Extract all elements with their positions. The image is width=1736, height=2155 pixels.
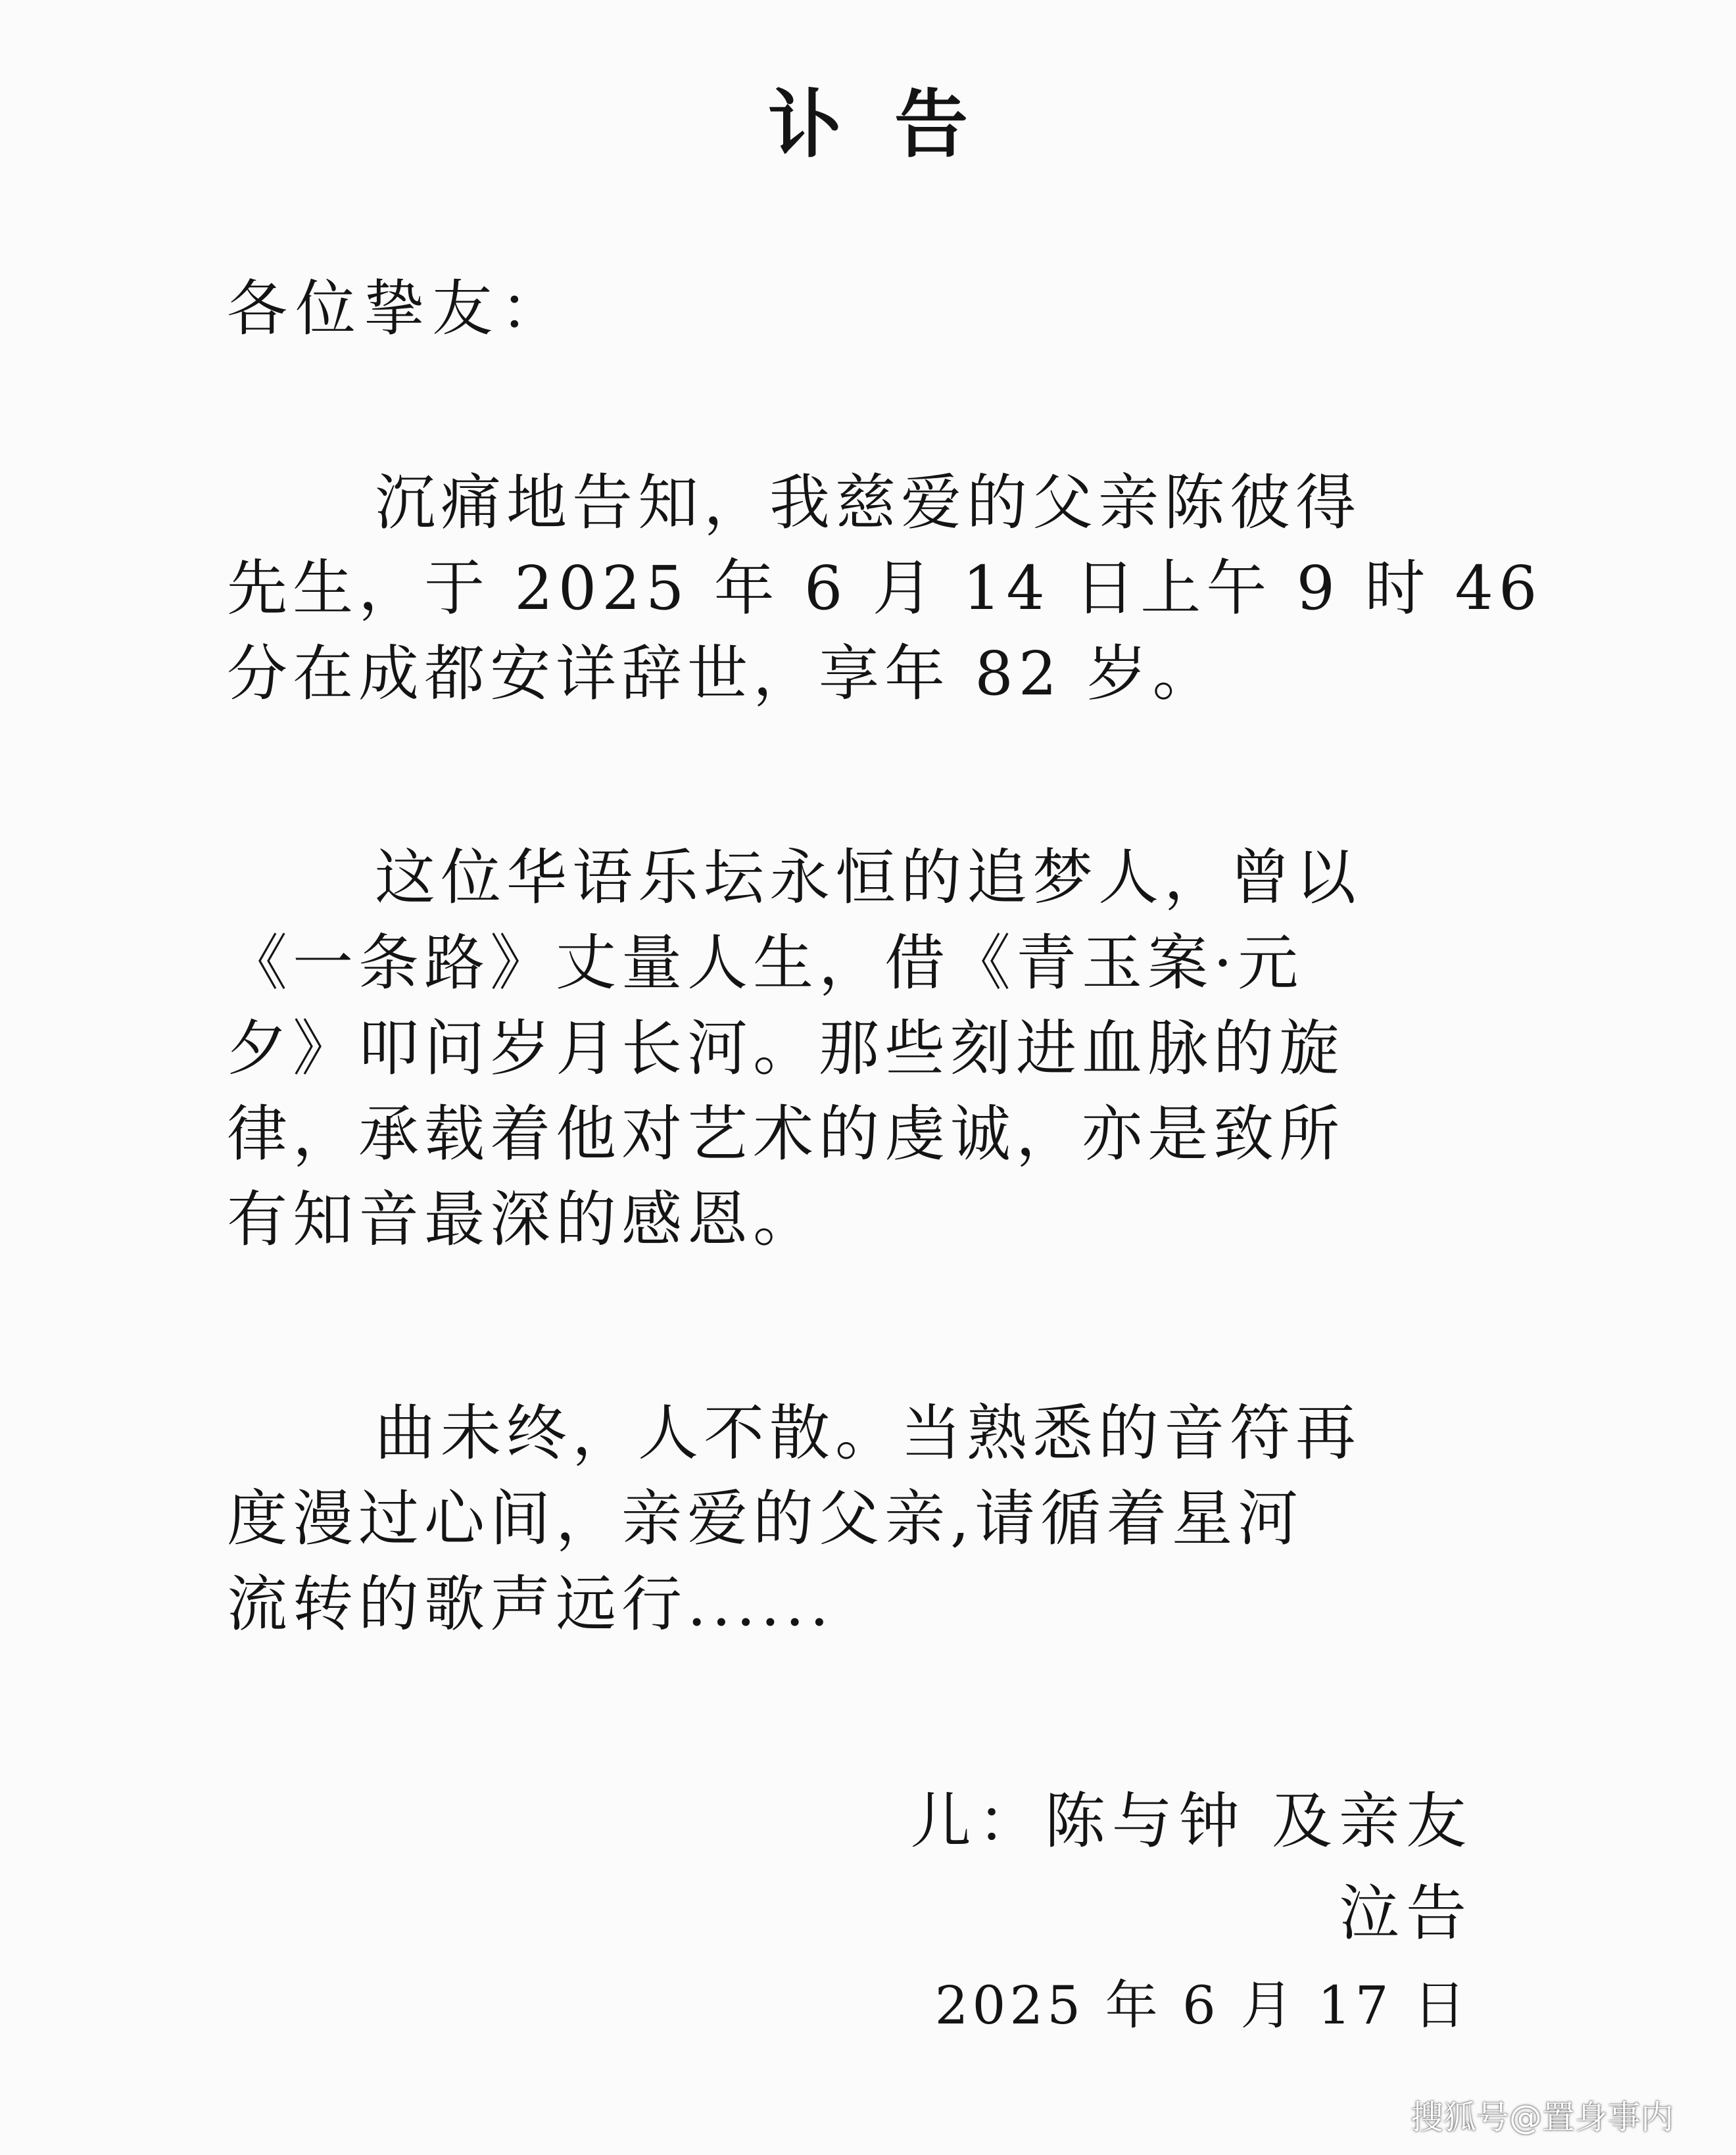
paragraph-line: 流转的歌声远行...... [227,1569,834,1639]
signature-verb: 泣告 [1338,1878,1473,1949]
page-title: 讣告 [768,82,1021,168]
signature-family: 儿：陈与钟 及亲友 [910,1786,1473,1856]
paragraph-announcement [227,460,1543,717]
paragraph-line: 夕》叩问岁月长河。那些刻进血脉的旋 [227,1013,1345,1084]
signature-date: 2025 年 6 月 17 日 [934,1975,1470,2036]
paragraph-line: 有知音最深的感恩。 [227,1184,819,1255]
paragraph-line: 曲未终，人不散。当熟悉的音符再 [375,1398,1362,1468]
paragraph-line: 度漫过心间，亲爱的父亲,请循着星河 [227,1484,1304,1554]
paragraph-farewell [227,1391,1476,1647]
paragraph-line: 先生，于 2025 年 6 月 14 日上午 9 时 46 [227,553,1543,623]
paragraph-line: 沉痛地告知，我慈爱的父亲陈彼得 [375,468,1362,538]
paragraph-line: 律，承载着他对艺术的虔诚，亦是致所 [227,1099,1345,1169]
paragraph-line: 《一条路》丈量人生，借《青玉案·元 [227,928,1304,998]
salutation: 各位挚友： [227,274,569,344]
paragraph-tribute [227,835,1476,1263]
paragraph-line: 这位华语乐坛永恒的追梦人，曾以 [375,842,1362,913]
watermark: 搜狐号@置身事内 [1410,2098,1674,2137]
paragraph-line: 分在成都安详辞世，享年 82 岁。 [227,639,1218,709]
